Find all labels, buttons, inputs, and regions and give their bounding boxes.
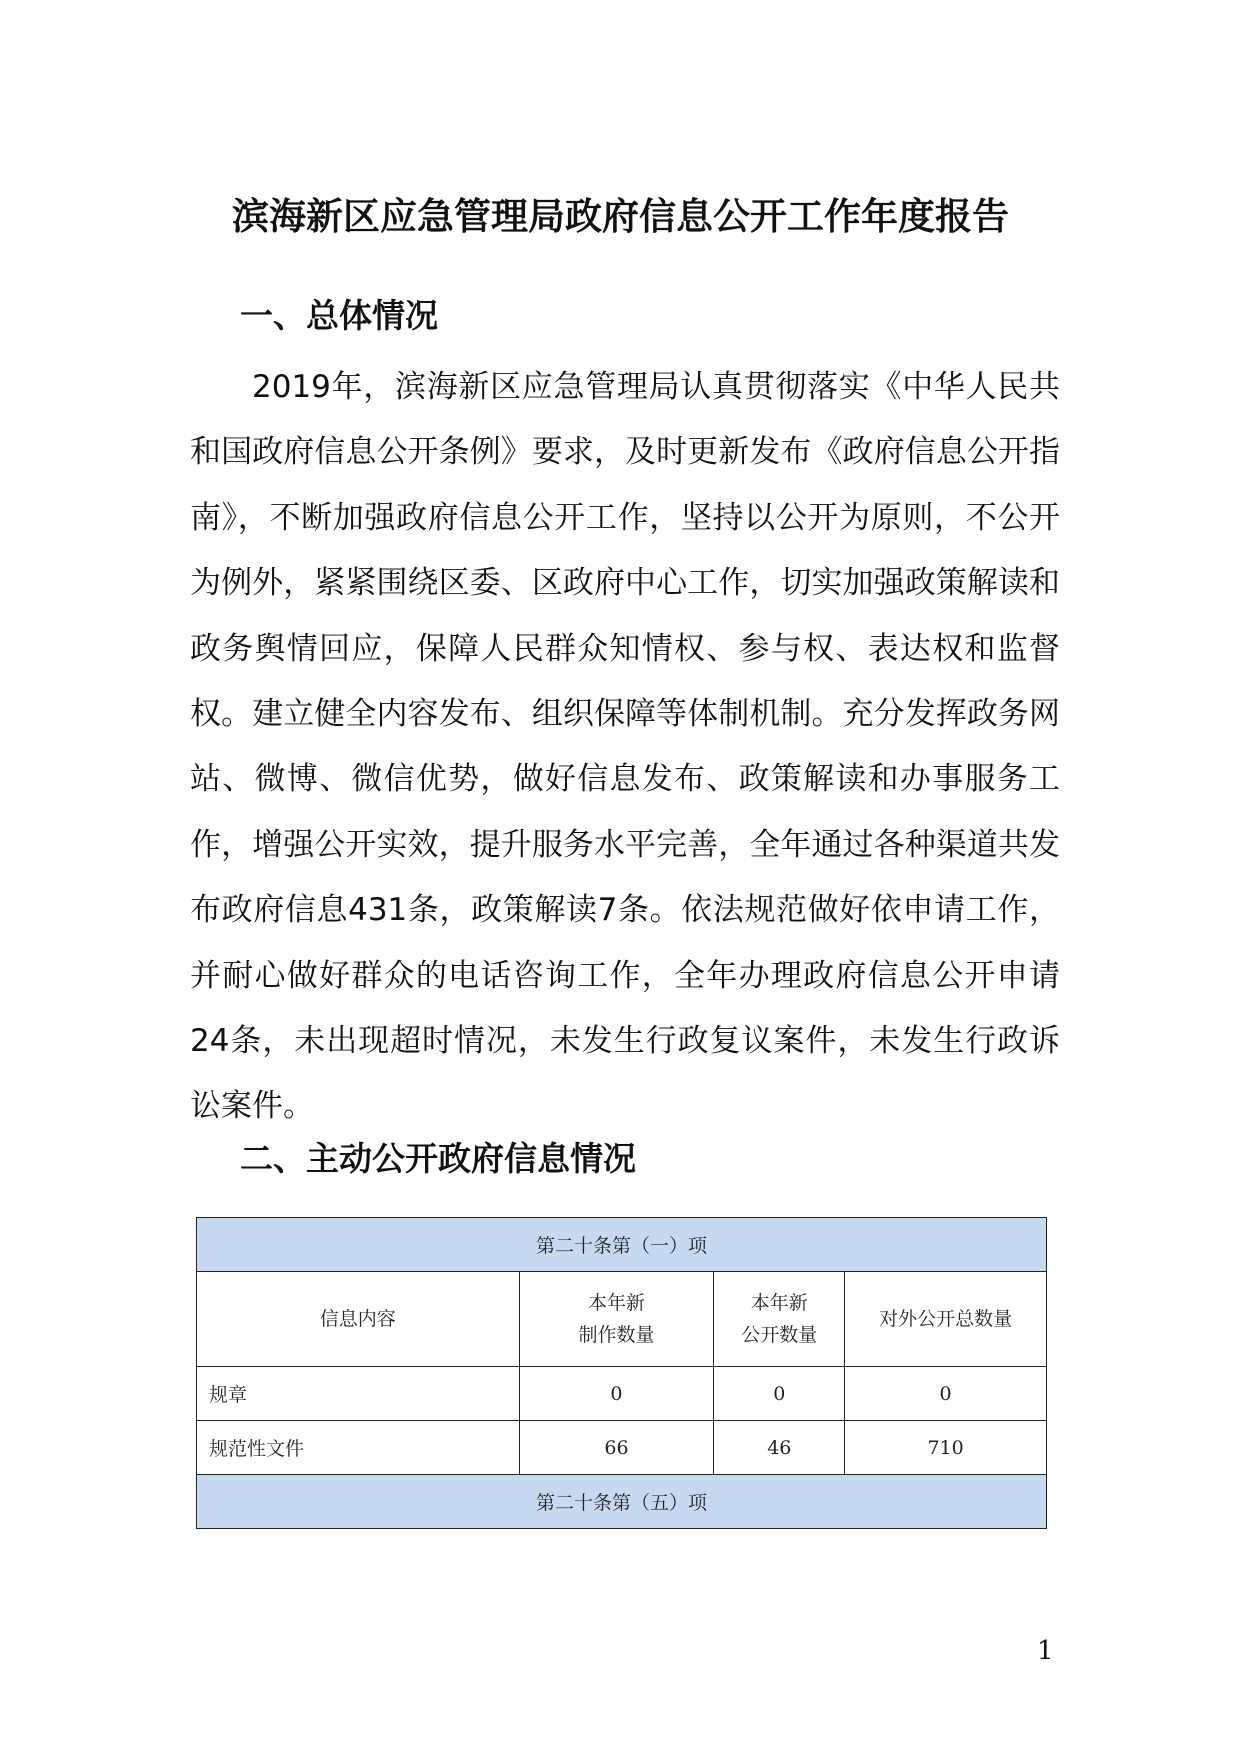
header-new-published-line1: 本年新: [750, 1292, 808, 1314]
row-label: 规章: [197, 1367, 520, 1421]
table-row: [197, 1367, 1047, 1421]
header-new-made: [519, 1272, 714, 1367]
header-new-published-line2: 公开数量: [741, 1324, 818, 1346]
section-heading-overview: 一、总体情况: [240, 296, 438, 335]
row-total-published: 710: [845, 1421, 1047, 1475]
header-new-made-line1: 本年新: [587, 1292, 645, 1314]
row-label: 规范性文件: [197, 1421, 520, 1475]
section-heading-proactive-disclosure: 二、主动公开政府信息情况: [240, 1139, 636, 1178]
table-band-row: [197, 1218, 1047, 1272]
row-new-made: 0: [519, 1367, 714, 1421]
page-number: 1: [1037, 1636, 1054, 1666]
table-band-article20-item5: 第二十条第（五）项: [197, 1475, 1047, 1529]
table-header-row: [197, 1272, 1047, 1367]
header-info-content: 信息内容: [197, 1272, 520, 1367]
table-band-article20-item1: 第二十条第（一）项: [197, 1218, 1047, 1272]
row-new-published: 0: [714, 1367, 845, 1421]
header-new-published: [714, 1272, 845, 1367]
header-total-published: 对外公开总数量: [845, 1272, 1047, 1367]
row-new-published: 46: [714, 1421, 845, 1475]
overview-paragraph: 2019年，滨海新区应急管理局认真贯彻落实《中华人民共和国政府信息公开条例》要求，及时更新发布《政府信息公开指南》，不断加强政府信息公开工作，坚持以公开为原则，不公开为例外，紧紧围绕区委、区政府中心工作，切实加强政策解读和政务舆情回应，保障人民群众知情权、参与权、表达权和监督权。建立健全内容发布、组织保障等体制机制。充分发挥政务网站、微博、微信优势，做好信息发布、政策解读和办事服务工作，增强公开实效，提升服务水平完善，全年通过各种渠道共发布政府信息431条，政策解读7条。依法规范做好依申请工作，并耐心做好群众的电话咨询工作，全年办理政府信息公开申请24条，未出现超时情况，未发生行政复议案件，未发生行政诉讼案件。: [190, 369, 1060, 1125]
disclosure-table: [196, 1217, 1047, 1529]
header-new-made-line2: 制作数量: [578, 1324, 655, 1346]
table-row: [197, 1421, 1047, 1475]
row-new-made: 66: [519, 1421, 714, 1475]
table-band-row: [197, 1475, 1047, 1529]
document-title: 滨海新区应急管理局政府信息公开工作年度报告: [232, 195, 1009, 238]
row-total-published: 0: [845, 1367, 1047, 1421]
